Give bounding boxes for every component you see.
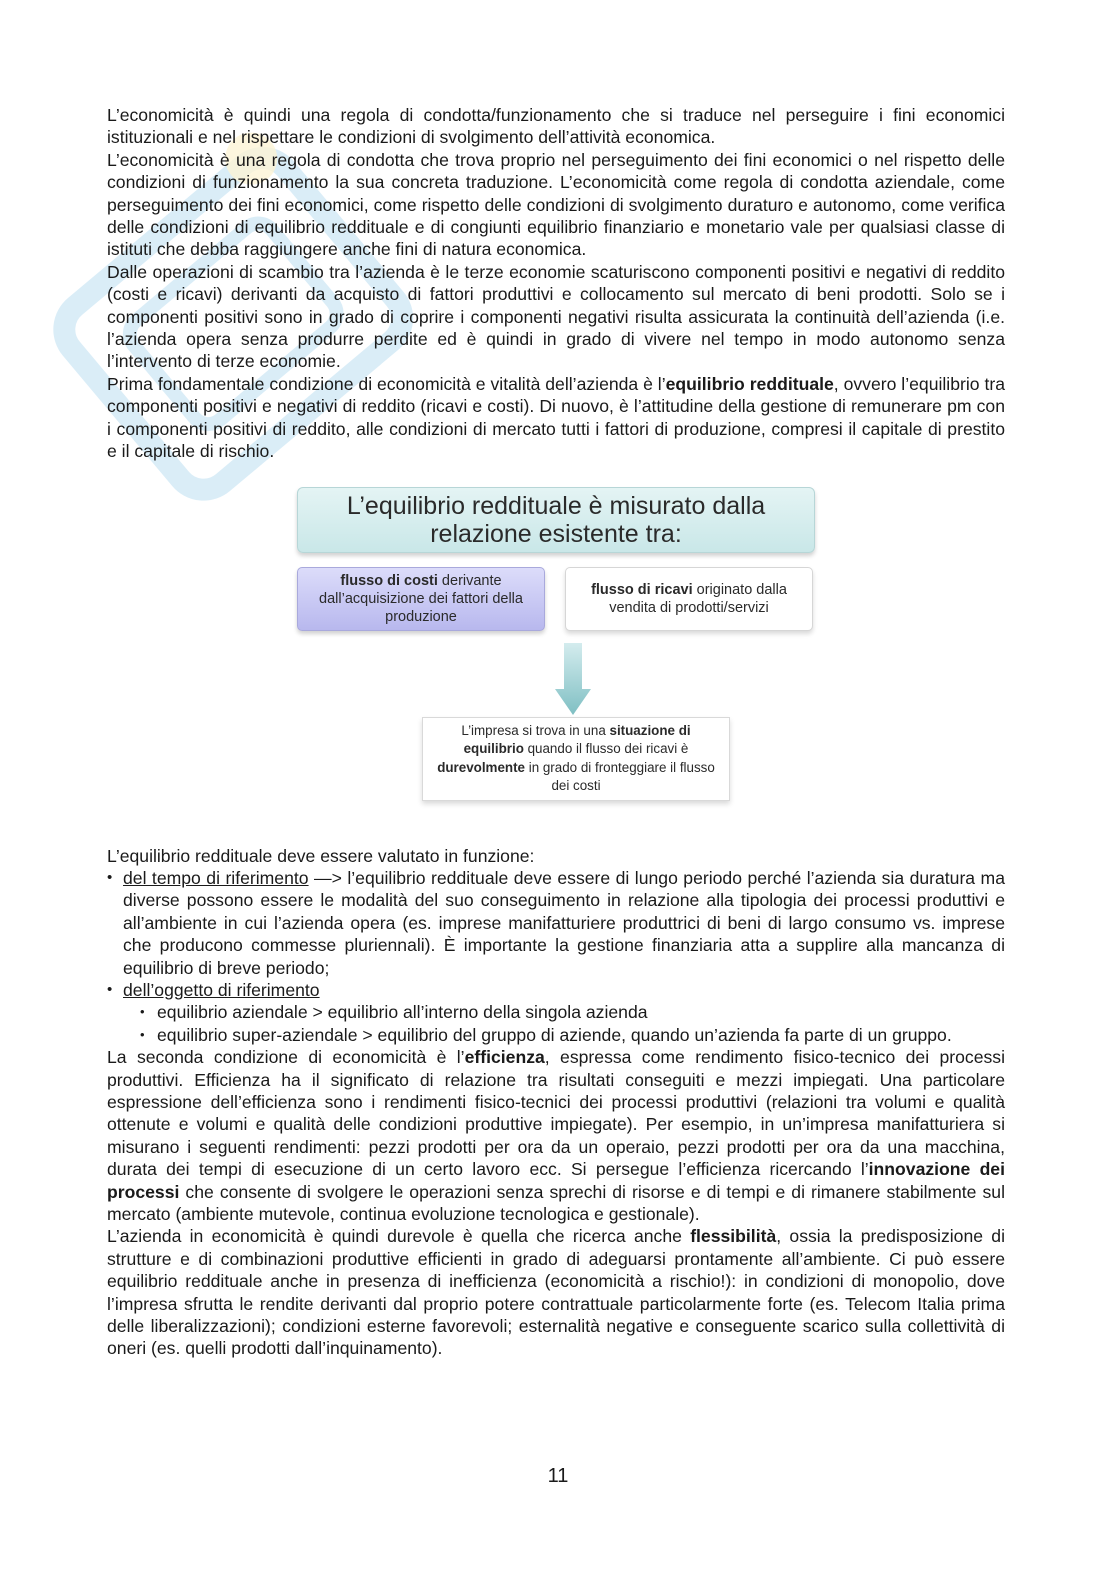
list-item-text: —> l’equilibrio reddituale deve essere di lungo periodo perché l’azienda sia duratura ma diverse possono essere le modalità del suo conseguimento in relazione alla tipologia dei processi produttivi e all’ambiente in cui l’azienda opera (es. imprese manifatturiere produttrici di beni di largo consumo vs. imprese che producono commesse pluriennali). È importante la gestione finanziaria atta a supplire alla mancanza di equilibrio di breve periodo; [123, 867, 1005, 978]
bold-term-equilibrio-reddituale: equilibrio reddituale [665, 373, 834, 394]
diagram-title-line-1: L’equilibrio reddituale è misurato dalla [346, 491, 766, 520]
sublist-item-aziendale: • equilibrio aziendale > equilibrio all’interno della singola azienda [123, 1001, 1005, 1023]
bold-term-flessibilita: flessibilità [690, 1226, 777, 1247]
revenue-flow-label: flusso di ricavi [591, 581, 693, 598]
paragraph-flessibilita [107, 1225, 1005, 1359]
result-bold-equilibrio: situazione di equilibrio [463, 722, 691, 757]
page-number: 11 [547, 1465, 569, 1487]
paragraph-efficienza [107, 1046, 1005, 1225]
text-span: La seconda condizione di economicità è l’ [107, 1047, 465, 1068]
cost-flow-label: flusso di costi [340, 572, 438, 589]
text-span: Prima fondamentale condizione di economicità e vitalità dell’azienda è l’ [107, 373, 666, 394]
list-item-object [107, 979, 1005, 1046]
bold-term-efficienza: efficienza [464, 1047, 545, 1068]
underlined-term-object: dell’oggetto di riferimento [123, 979, 320, 1000]
text-span: , espressa come rendimento fisico-tecnico dei processi produttivi. Efficienza ha il significato di relazione tra risultati conseguiti e mezzi impiegati. Una particolare espressione dell’efficienza sono i rendimenti fisico-tecnici dei processi produttivi (relazioni tra volumi e qualità ottenute e volumi e qualità delle condizioni produttive impiegate). Per esempio, in un’impresa manifatturiera si misurano i seguenti rendimenti: pezzi prodotti per ora da un operaio, pezzi prodotti per ora da una macchina, durata dei tempi di esecuzione di un certo lavoro ecc. Si persegue l’efficienza ricercando l’ [107, 1047, 1006, 1180]
bold-term-innovazione: innovazione dei processi [107, 1159, 1005, 1202]
diagram-revenue-flow-box [565, 567, 813, 631]
text-span: , ossia la predisposizione di strutture e di combinazioni produttive efficienti in grado di adeguarsi prontamente all’ambiente. Ci può essere equilibrio reddituale anche in presenza di inefficienza (economicità a rischio!): in condizioni di monopolio, dove l’impresa sfrutta le rendite derivanti dal proprio potere contrattuale particolarmente forte (es. Telecom Italia prima delle liberalizzazioni); condizioni esterne favorevoli; esternalità negative e conseguente scarico sulla collettività di oneri (es. quelli prodotti dall’inquinamento). [107, 1226, 1005, 1359]
text-span: che consente di svolgere le operazioni senza sprechi di risorse e di tempi e di rimanere stabilmente sul mercato (ambiente mutevole, continua evoluzione tecnologica e gestionale). [107, 1181, 1005, 1224]
text-span: , ovvero l’equilibrio tra componenti positivi e negativi di reddito (ricavi e costi). Di nuovo, è l’attitudine della gestione di remunerare pm con i componenti positivi di reddito, alle condizioni di mercato tutti i fattori di produzione, compresi il capitale di prestito e il capitale di rischio. [107, 373, 1005, 462]
section2-lead: L’equilibrio reddituale deve essere valutato in funzione: [107, 845, 535, 866]
list-item-time [107, 867, 1005, 979]
result-text: quando il flusso dei ricavi è [523, 741, 689, 757]
object-sublist [123, 1001, 1005, 1046]
paragraph-intro-3: Dalle operazioni di scambio tra l’azienda è le terze economie scaturiscono componenti positivi e negativi di reddito (costi e ricavi) derivanti da acquisto di fattori produttivi e collocamento sul mercato di beni prodotti. Solo se i componenti positivi sono in grado di coprire i componenti negativi risulta assicurata la continuità dell’azienda (i.e. l’azienda opera senza produrre perdite ed è quindi in grado di vivere nel tempo in modo autonomo senza l’intervento di terze economie. [107, 261, 1005, 372]
paragraph-intro-4 [107, 373, 1005, 463]
cost-flow-text: derivante dall’acquisizione dei fattori della produzione [319, 572, 523, 625]
paragraph-intro-2: L’economicità è una regola di condotta che trova proprio nel perseguimento dei fini economici o nel rispetto delle condizioni di funzionamento la sua concreta traduzione. L’economicità come regola di condotta aziendale, come perseguimento dei fini economici, come rispetto delle condizioni di svolgimento duraturo e autonomo, come verifica delle condizioni di equilibrio reddituale e di congiunti equilibrio finanziario e monetario vale per qualsiasi classe di istituti che debba raggiungere anche fini di natura economica. [107, 149, 1005, 260]
result-bold-durevolmente: durevolmente [437, 759, 525, 775]
diagram-cost-flow-box [297, 567, 545, 631]
underlined-term-time: del tempo di riferimento [123, 867, 309, 888]
sublist-item-super-aziendale: • equilibrio super-aziendale > equilibrio del gruppo di aziende, quando un’azienda fa parte di un gruppo. [123, 1024, 1005, 1046]
down-arrow-icon [555, 643, 591, 715]
text-span: L’azienda in economicità è quindi durevole è quella che ricerca anche [107, 1226, 691, 1247]
diagram-title-line-2: relazione esistente tra: [430, 519, 682, 548]
result-text: L’impresa si trova in una [461, 722, 610, 738]
evaluation-list [107, 867, 1005, 1046]
diagram-result-box [422, 717, 730, 801]
equilibrium-diagram [107, 481, 1005, 831]
revenue-flow-text: originato dalla vendita di prodotti/servizi [609, 581, 787, 616]
paragraph-intro-1: L’economicità è quindi una regola di condotta/funzionamento che si traduce nel perseguire i fini economici istituzionali e nel rispettare le condizioni di svolgimento dell’attività economica. [107, 105, 1005, 148]
page-content [107, 104, 1005, 1360]
diagram-title-box [297, 487, 815, 553]
result-text: in grado di fronteggiare il flusso dei costi [525, 759, 715, 793]
